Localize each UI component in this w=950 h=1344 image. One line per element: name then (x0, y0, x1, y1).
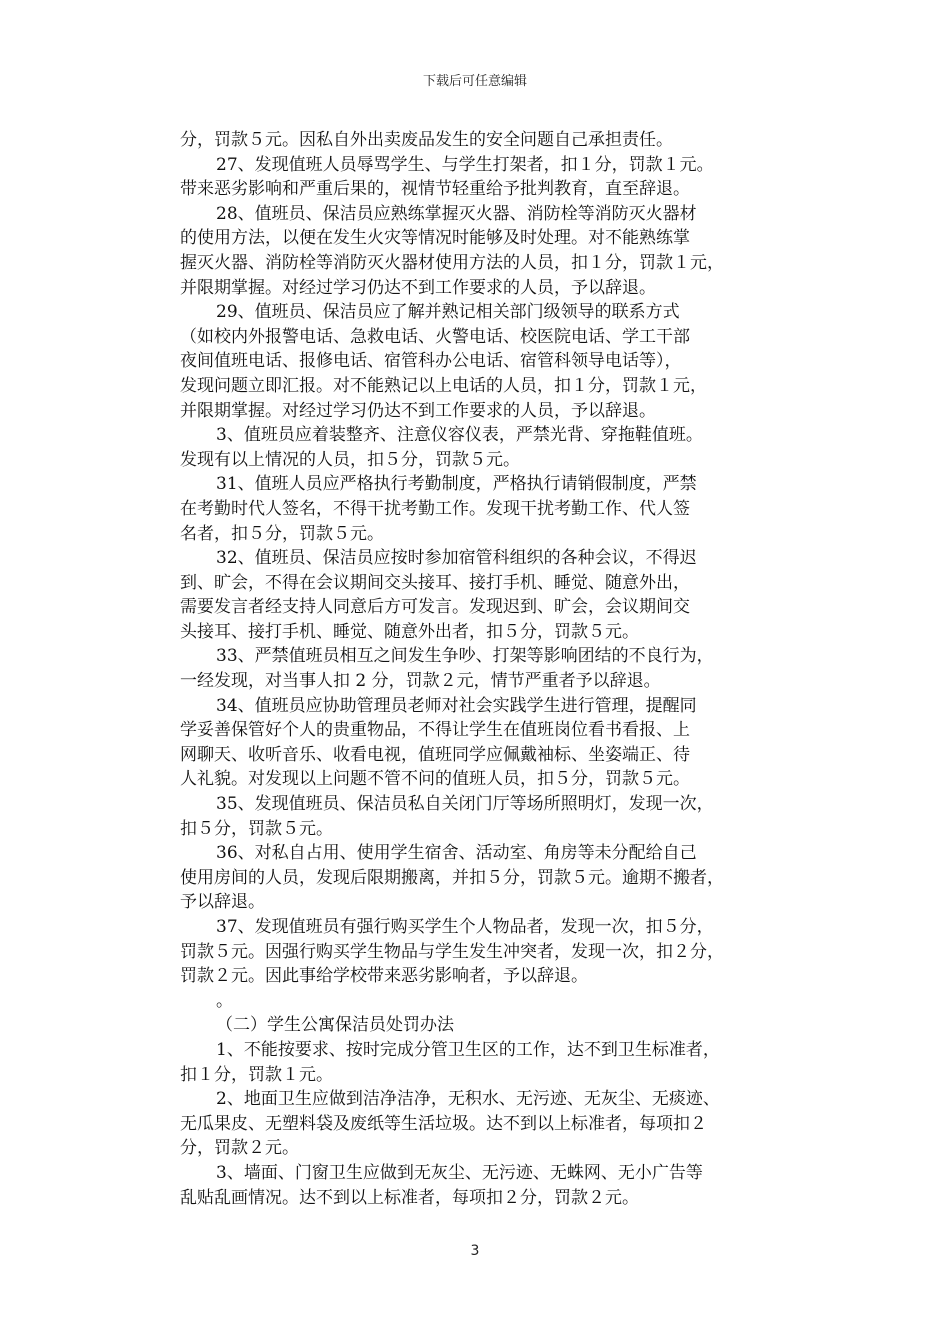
text-line: 29、值班员、保洁员应了解并熟记相关部门级领导的联系方式 (216, 302, 680, 323)
text-line: 2、地面卫生应做到洁净洁净，无积水、无污迹、无灰尘、无痰迹、 (216, 1089, 720, 1110)
text-line: 带来恶劣影响和严重后果的，视情节轻重给予批判教育，直至辞退。 (180, 179, 690, 200)
text-line: 分，罚款５元。因私自外出卖废品发生的安全问题自己承担责任。 (180, 130, 673, 150)
text-line: 头接耳、接打手机、睡觉、随意外出者，扣５分，罚款５元。 (180, 621, 639, 642)
text-line: 夜间值班电话、报修电话、宿管科办公电话、宿管科领导电话等）， (180, 351, 682, 372)
text-line: 的使用方法，以便在发生火灾等情况时能够及时处理。对不能熟练掌 (180, 228, 690, 249)
text-line: 名者，扣５分，罚款５元。 (180, 523, 384, 544)
text-line: 1、不能按要求、按时完成分管卫生区的工作，达不到卫生标准者， (216, 1039, 720, 1060)
text-line: 发现问题立即汇报。对不能熟记以上电话的人员，扣１分，罚款１元， (180, 375, 707, 396)
text-line: 35、发现值班员、保洁员私自关闭门厅等场所照明灯，发现一次， (216, 794, 714, 815)
text-line: （二）学生公寓保洁员处罚办法 (216, 1015, 454, 1036)
text-line: 3、值班员应着装整齐、注意仪容仪表，严禁光背、穿拖鞋值班。 (216, 425, 703, 446)
page-number: 3 (470, 1243, 480, 1259)
text-line: 扣５分，罚款５元。 (180, 818, 333, 839)
text-line: 在考勤时代人签名，不得干扰考勤工作。发现干扰考勤工作、代人签 (180, 498, 690, 519)
text-line: 需要发言者经支持人同意后方可发言。发现迟到、旷会，会议期间交 (180, 597, 690, 618)
text-line: 并限期掌握。对经过学习仍达不到工作要求的人员，予以辞退。 (180, 400, 656, 421)
text-line: 握灭火器、消防栓等消防灭火器材使用方法的人员，扣１分，罚款１元， (180, 252, 724, 273)
text-line: 学妥善保管好个人的贵重物品，不得让学生在值班岗位看书看报、上 (180, 720, 690, 741)
text-line: 乱贴乱画情况。达不到以上标准者，每项扣２分，罚款２元。 (180, 1187, 639, 1208)
text-line: 网聊天、收听音乐、收看电视，值班同学应佩戴袖标、坐姿端正、待 (180, 744, 690, 765)
text-line: 32、值班员、保洁员应按时参加宿管科组织的各种会议，不得迟 (216, 548, 697, 569)
text-line: 27、发现值班人员辱骂学生、与学生打架者，扣１分，罚款１元。 (216, 154, 714, 175)
text-line: 罚款５元。因强行购买学生物品与学生发生冲突者，发现一次，扣２分， (180, 941, 724, 962)
text-line: 。 (216, 990, 233, 1011)
text-line: 33、严禁值班员相互之间发生争吵、打架等影响团结的不良行为， (216, 646, 714, 667)
text-line: 并限期掌握。对经过学习仍达不到工作要求的人员，予以辞退。 (180, 277, 656, 298)
text-line: 一经发现，对当事人扣 2 分，罚款２元，情节严重者予以辞退。 (180, 671, 661, 692)
text-line: 使用房间的人员，发现后限期搬离，并扣５分，罚款５元。逾期不搬者， (180, 867, 724, 888)
document-body (180, 128, 780, 1210)
text-line: 28、值班员、保洁员应熟练掌握灭火器、消防栓等消防灭火器材 (216, 203, 697, 224)
text-line: 无瓜果皮、无塑料袋及废纸等生活垃圾。达不到以上标准者，每项扣２ (180, 1113, 707, 1134)
text-line: 扣１分，罚款１元。 (180, 1064, 333, 1085)
text-line: 罚款２元。因此事给学校带来恶劣影响者，予以辞退。 (180, 966, 588, 987)
text-line: （如校内外报警电话、急救电话、火警电话、校医院电话、学工干部 (180, 326, 690, 347)
page-header: 下载后可任意编辑 (422, 74, 527, 89)
text-line: 34、值班员应协助管理员老师对社会实践学生进行管理，提醒同 (216, 695, 697, 716)
text-line: 发现有以上情况的人员，扣５分，罚款５元。 (180, 449, 520, 470)
text-line: 分，罚款２元。 (180, 1138, 299, 1159)
text-line: 31、值班人员应严格执行考勤制度，严格执行请销假制度，严禁 (216, 474, 697, 495)
text-line: 予以辞退。 (180, 892, 265, 913)
text-line: 36、对私自占用、使用学生宿舍、活动室、角房等未分配给自己 (216, 843, 697, 864)
text-line: 3、墙面、门窗卫生应做到无灰尘、无污迹、无蛛网、无小广告等 (216, 1162, 703, 1183)
text-line: 人礼貌。对发现以上问题不管不问的值班人员，扣５分，罚款５元。 (180, 769, 690, 790)
text-line: 到、旷会，不得在会议期间交头接耳、接打手机、睡觉、随意外出， (180, 572, 690, 593)
text-line: 37、发现值班员有强行购买学生个人物品者，发现一次，扣５分， (216, 917, 714, 937)
